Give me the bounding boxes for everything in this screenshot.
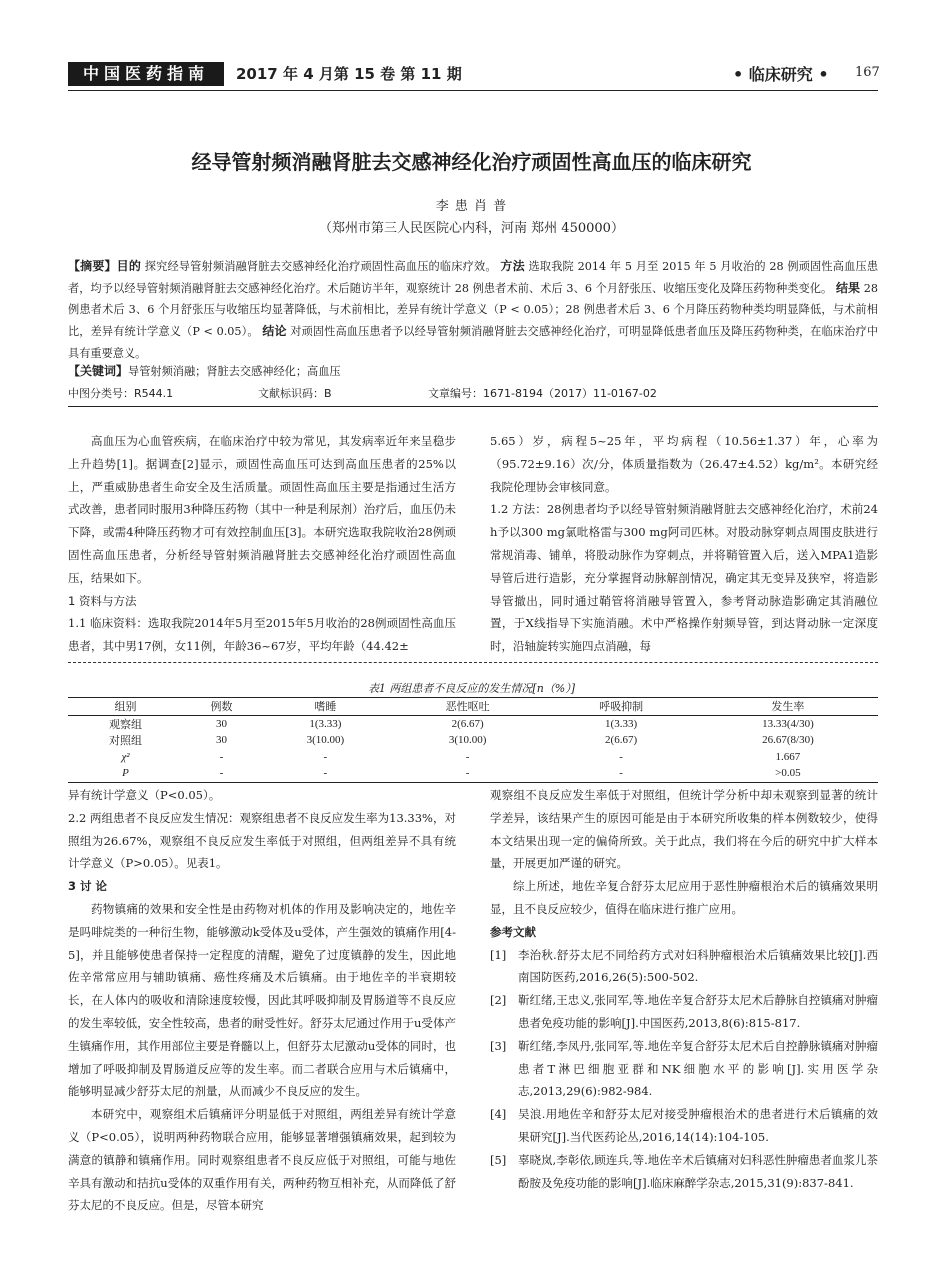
references-heading: 参考文献 — [490, 924, 536, 939]
section-label: • 临床研究 • — [733, 65, 829, 84]
table-cell: - — [260, 765, 391, 782]
table-header-cell: 呼吸抑制 — [544, 698, 697, 716]
reference-number: [2] — [490, 993, 507, 1008]
reference-number: [3] — [490, 1038, 507, 1053]
reference-item — [490, 1149, 878, 1195]
table-cell: P — [68, 765, 183, 782]
table-cell: 对照组 — [109, 735, 143, 748]
article-number: 文章编号：1671-8194（2017）11-0167-02 — [428, 387, 657, 400]
discussion-paragraph-1: 药物镇痛的效果和安全性是由药物对机体的作用及影响决定的，地佐辛是吗啡烷类的一种衍生物，能够激动k受体及u受体，产生强效的镇痛作用[4-5]，并且能够使患者保持一定程度的清醒，避免了过度镇静的发生，因此地佐辛常常应用与辅助镇痛、癌性疼痛及术后镇痛。由于地佐辛的半衰期较长，在人体内的吸收和清除速度较慢，因此其呼吸抑制及胃肠道等不良反应的发生率较低，安全性较高，患者的耐受性好。舒芬太尼通过作用于u受体产生镇痛作用，其作用部位主要是脊髓以上，但舒芬太尼激动u受体的同时，也增加了呼吸抑制及胃肠道反应等的发生率。而二者联合应用与术后镇痛中，能够明显减少舒芬太尼的剂量，从而减少不良反应的发生。 — [68, 901, 456, 1099]
page-number: 167 — [855, 65, 880, 80]
left-column-bottom — [68, 784, 456, 1217]
table-cell: - — [391, 765, 544, 782]
abstract-results-label: 结果 — [835, 280, 861, 295]
reference-item — [490, 989, 878, 1035]
reference-text: 靳红绪,王忠义,张同军,等.地佐辛复合舒芬太尼术后静脉自控镇痛对肿瘤患者免疫功能的影响[J].中国医药,2013,8(6):815-817. — [518, 993, 878, 1030]
table-cell: 1(3.33) — [309, 717, 342, 730]
table-cell: - — [544, 765, 697, 782]
table-cell: >0.05 — [698, 765, 878, 782]
table-header-cell: 恶性呕吐 — [391, 698, 544, 716]
table-cell: 观察组 — [109, 718, 143, 731]
abstract-objective: 探究经导管射频消融肾脏去交感神经化治疗顽固性高血压的临床疗效。 — [144, 260, 497, 273]
table-cell: 2(6.67) — [451, 717, 484, 730]
article-affiliation: （郑州市第三人民医院心内科，河南 郑州 450000） — [319, 221, 624, 236]
adverse-reaction-paragraph: 2.2 两组患者不良反应发生情况：观察组患者不良反应发生率为13.33%，对照组为26.67%，观察组不良反应发生率低于对照组，但两组差异不具有统计学意义（P>0.05）。见表1。 — [68, 810, 456, 871]
issue-info: 2017 年 4 月第 15 卷 第 11 期 — [236, 65, 462, 83]
abstract-methods: 选取我院 2014 年 5 月至 2015 年 5 月收治的 28 例顽固性高血压患者，均予以经导管射频消融肾脏去交感神经化治疗。术后随访半年，观察统计 28 例患者术前、术后 3、6 个月舒张压、收缩压变化及降压药物种类变化。 — [68, 260, 879, 295]
table-header-row — [68, 698, 878, 716]
abstract-results: 28 例患者术后 3、6 个月舒张压与收缩压均显著降低，与术前相比，差异有统计学意义（P < 0.05）；28 例患者术后 3、6 个月降压药物种类均明显降低，与术前相比，差异有统计学意义（P < 0.05）。 — [68, 281, 878, 339]
reference-text: 辜晓岚,李彰依,顾连兵,等.地佐辛术后镇痛对妇科恶性肿瘤患者血浆儿茶酚胺及免疫功能的影响[J].临床麻醉学杂志,2015,31(9):837-841. — [518, 1152, 878, 1190]
table-header-cell: 发生率 — [698, 698, 878, 716]
reference-item — [490, 1035, 878, 1103]
clc-number: 中图分类号：R544.1 — [68, 387, 174, 400]
right-column-bottom — [490, 784, 878, 1194]
table-cell: - — [465, 750, 470, 763]
table-header-cell: 嗜睡 — [260, 698, 391, 716]
results-continued: 异有统计学意义（P<0.05）。 — [68, 788, 221, 802]
article-title: 经导管射频消融肾脏去交感神经化治疗顽固性高血压的临床研究 — [191, 150, 752, 174]
table-cell: 2(6.67) — [605, 734, 638, 747]
reference-text: 靳红绪,李凤丹,张同军,等.地佐辛复合舒芬太尼术后自控静脉镇痛对肿瘤患者T淋巴细胞亚群和NK细胞水平的影响[J].实用医学杂志,2013,29(6):982-984. — [518, 1038, 878, 1099]
table-header-cell: 例数 — [183, 698, 260, 716]
table-cell: - — [619, 750, 623, 763]
reference-text: 李治秋.舒芬太尼不同给药方式对妇科肿瘤根治术后镇痛效果比较[J].西南国防医药,2016,26(5):500-502. — [518, 947, 878, 985]
article-authors: 李 患 肖 普 — [435, 199, 508, 214]
table-cell: χ² — [121, 750, 130, 763]
table-cell: - — [183, 765, 260, 782]
left-column-top — [68, 430, 456, 658]
table-header-cell: 组别 — [68, 698, 183, 716]
table-cell: 1.667 — [775, 750, 801, 763]
discussion-paragraph-2: 本研究中，观察组术后镇痛评分明显低于对照组，两组差异有统计学意义（P<0.05），说明两种药物联合应用，能够显著增强镇痛效果，起到较为满意的镇静和镇痛作用。同时观察组患者不良反应低于对照组，可能与地佐辛具有激动和拮抗u受体的双重作用有关，两种药物互相补充，从而降低了舒芬太尼的不良反应。但是，尽管本研究 — [68, 1107, 456, 1213]
keywords — [68, 362, 341, 379]
page-break-dashes — [68, 662, 878, 663]
journal-name: 中国医药指南 — [68, 62, 224, 86]
table-cell: 3(10.00) — [448, 734, 487, 747]
clinical-data-paragraph: 1.1 临床资料：选取我院2014年5月至2015年5月收治的28例顽固性高血压患者，其中男17例，女11例，年龄36~67岁，平均年龄（44.42± — [68, 616, 456, 654]
table-row — [68, 715, 878, 732]
keywords-label: 【关键词】 — [68, 364, 129, 378]
table-row — [68, 732, 878, 749]
table-cell: - — [323, 750, 328, 763]
table-cell: 13.33(4/30) — [762, 717, 814, 730]
method-paragraph: 1.2 方法：28例患者均予以经导管射频消融肾脏去交感神经化治疗，术前24 h予以300 mg氯吡格雷与300 mg阿司匹林。对股动脉穿刺点周围皮肤进行常规消毒、铺单，将股动脉作为穿刺点，并将鞘管置入后，送入MPA1造影导管后进行造影，充分掌握肾动脉解剖情况，确定其无变异及狭窄，将造影导管撤出，同时通过鞘管将消融导管置入，参考肾动脉造影确定其消融位置，于X线指导下实施消融。术中严格操作射频导管，到达肾动脉一定深度时，沿轴旋转实施四点消融，每 — [490, 502, 878, 654]
abstract-label: 【摘要】 — [68, 259, 117, 273]
table-cell: 1(3.33) — [605, 717, 638, 730]
intro-paragraph: 高血压为心血管疾病，在临床治疗中较为常见，其发病率近年来呈稳步上升趋势[1]。据调查[2]显示，顽固性高血压可达到高血压患者的25%以上，严重威胁患者生命安全及生活质量。顽固性高血压主要是指通过生活方式改善，患者同时服用3种降压药物（其中一种是利尿剂）治疗后，血压仍未下降，或需4种降压药物才可有效控制血压[3]。本研究选取我院收治28例顽固性高血压患者，分析经导管射频消融肾脏去交感神经化治疗顽固性高血压，结果如下。 — [68, 434, 456, 585]
table-row — [68, 749, 878, 766]
table-cell: 30 — [215, 717, 227, 730]
keywords-text: 导管射频消融；肾脏去交感神经化；高血压 — [128, 365, 341, 378]
abstract-objective-label: 目的 — [116, 259, 142, 273]
abstract-rule — [68, 406, 878, 407]
adverse-reaction-table — [68, 697, 878, 783]
discussion-continued: 观察组不良反应发生率低于对照组，但统计学分析中却未观察到显著的统计学差异，该结果产生的原因可能是由于本研究所收集的样本例数较少，使得本文结果出现一定的偏倚所致。关于此点，我们将在今后的研究中扩大样本量，开展更加严谨的研究。 — [490, 788, 878, 871]
reference-item — [490, 944, 878, 990]
reference-text: 吴浪.用地佐辛和舒芬太尼对接受肿瘤根治术的患者进行术后镇痛的效果研究[J].当代医药论丛,2016,14(14):104-105. — [518, 1107, 878, 1144]
abstract-conclusion-label: 结论 — [262, 324, 287, 339]
table-cell: 26.67(8/30) — [762, 734, 814, 747]
right-column-top — [490, 430, 878, 658]
abstract — [68, 256, 878, 365]
reference-number: [1] — [490, 947, 507, 962]
section-heading-methods: 1 资料与方法 — [68, 593, 137, 608]
section-heading-discussion: 3 讨 论 — [68, 879, 108, 894]
header-rule — [68, 90, 878, 91]
reference-number: [4] — [490, 1107, 507, 1122]
clinical-data-continued: 5.65）岁，病程5~25年，平均病程（10.56±1.37）年，心率为（95.72±9.16）次/分，体质量指数为（26.47±4.52）kg/m²。本研究经我院伦理协会审核同意。 — [490, 434, 878, 494]
conclusion-paragraph: 综上所述，地佐辛复合舒芬太尼应用于恶性肿瘤根治术后的镇痛效果明显，且不良反应较少，值得在临床进行推广应用。 — [490, 879, 878, 916]
reference-number: [5] — [490, 1152, 507, 1167]
table-row — [68, 765, 878, 782]
abstract-conclusion: 对顽固性高血压患者予以经导管射频消融肾脏去交感神经化治疗，可明显降低患者血压及降压药物种类，在临床治疗中具有重要意义。 — [68, 325, 879, 360]
table-cell: 30 — [215, 734, 227, 747]
table-caption: 表1 两组患者不良反应的发生情况[n（%）] — [367, 682, 576, 695]
abstract-methods-label: 方法 — [500, 259, 525, 273]
doc-code: 文献标识码：B — [258, 387, 332, 400]
table-cell: - — [219, 750, 224, 763]
table-cell: 3(10.00) — [306, 734, 345, 747]
reference-item — [490, 1103, 878, 1149]
